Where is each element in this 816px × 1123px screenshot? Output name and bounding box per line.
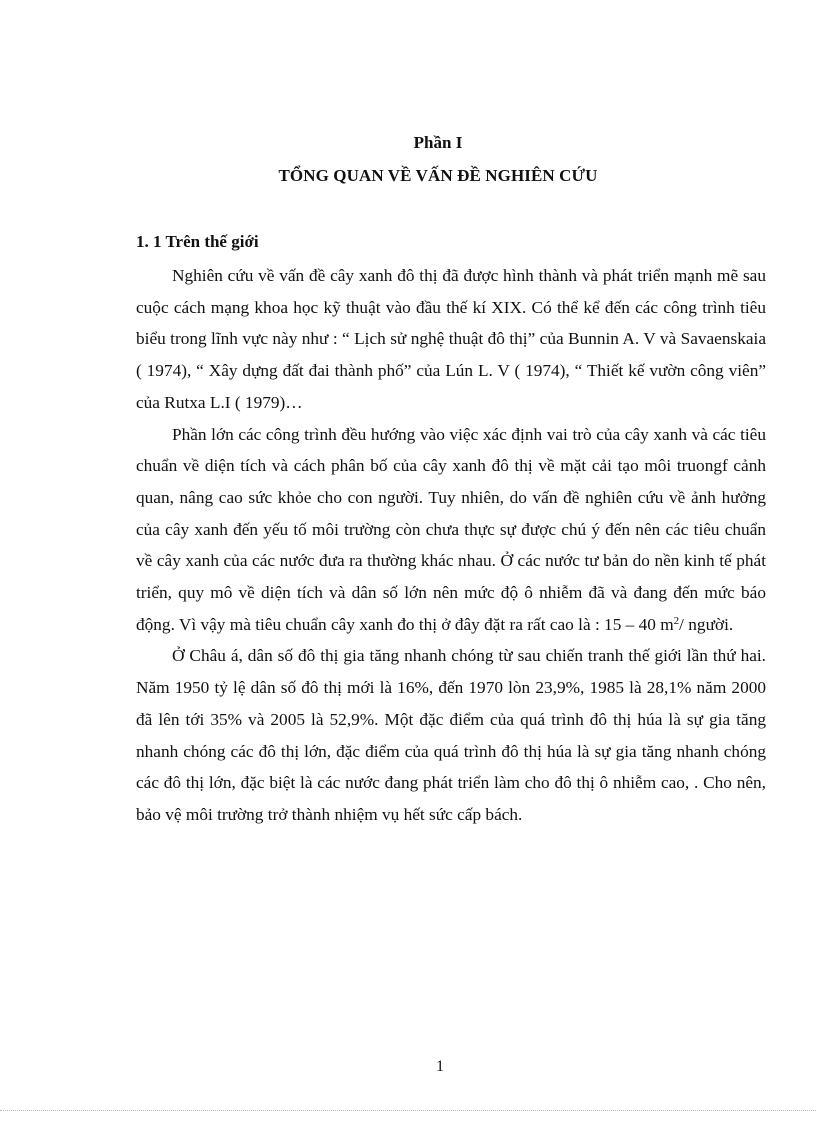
superscript-exponent: 2 (673, 614, 680, 627)
section-heading: 1. 1 Trên thế giới (136, 232, 259, 251)
paragraph-3: Ở Châu á, dân số đô thị gia tăng nhanh chóng từ sau chiến tranh thế giới lần thứ hai. Năm 1950 tỷ lệ dân số đô thị mới là 16%, đến 1970 lòn 23,9%, 1985 là 28,1% năm 2000 đã lên tới 35% và 2005 là 52,9%. Một đặc điểm của quá trình đô thị húa là sự gia tăng nhanh chóng các đô thị lớn, đặc điểm của quá trình đô thị húa là sự gia tăng nhanh chóng các đô thị lớn, đặc biệt là các nước đang phát triển làm cho đô thị ô nhiễm cao, . Cho nên, bảo vệ môi trường trở thành nhiệm vụ hết sức cấp bách. (136, 646, 766, 824)
body-text (136, 260, 766, 831)
page-number: 1 (436, 1058, 444, 1075)
paragraph-2-text: Phần lớn các công trình đều hướng vào việc xác định vai trò của cây xanh và các tiêu chuẩn về diện tích và cách phân bố của cây xanh đô thị về mặt cải tạo môi truongf cảnh quan, nâng cao sức khỏe cho con người. Tuy nhiên, do vấn đề nghiên cứu về ảnh hưởng của cây xanh đến yếu tố môi trường còn chưa thực sự được chú ý đến nên các tiêu chuẩn về cây xanh của các nước đưa ra thường khác nhau. Ở các nước tư bản do nền kinh tế phát triển, quy mô về diện tích và dân số lớn nên mức độ ô nhiễm đã và đang đến mức báo động. Vì vậy mà tiêu chuẩn cây xanh đo thị ở đây đặt ra rất cao là : 15 – 40 m (136, 424, 766, 634)
paragraph-1: Nghiên cứu về vấn đề cây xanh đô thị đã được hình thành và phát triển mạnh mẽ sau cuộc cách mạng khoa học kỹ thuật vào đầu thế kí XIX. Có thể kể đến các công trình tiêu biểu trong lĩnh vực này như : “ Lịch sử nghệ thuật đô thị” của Bunnin A. V và Savaenskaia ( 1974), “ Xây dựng đất đai thành phố” của Lún L. V ( 1974), “ Thiết kế vườn công viên” của Rutxa L.I ( 1979)… (136, 266, 766, 412)
page-bottom-divider (0, 1110, 816, 1111)
paragraph-2-tail: / người. (679, 614, 734, 634)
chapter-label: Phần I (413, 133, 463, 152)
chapter-title: TỔNG QUAN VỀ VẤN ĐỀ NGHIÊN CỨU (278, 166, 598, 185)
paragraph-2 (136, 419, 766, 641)
